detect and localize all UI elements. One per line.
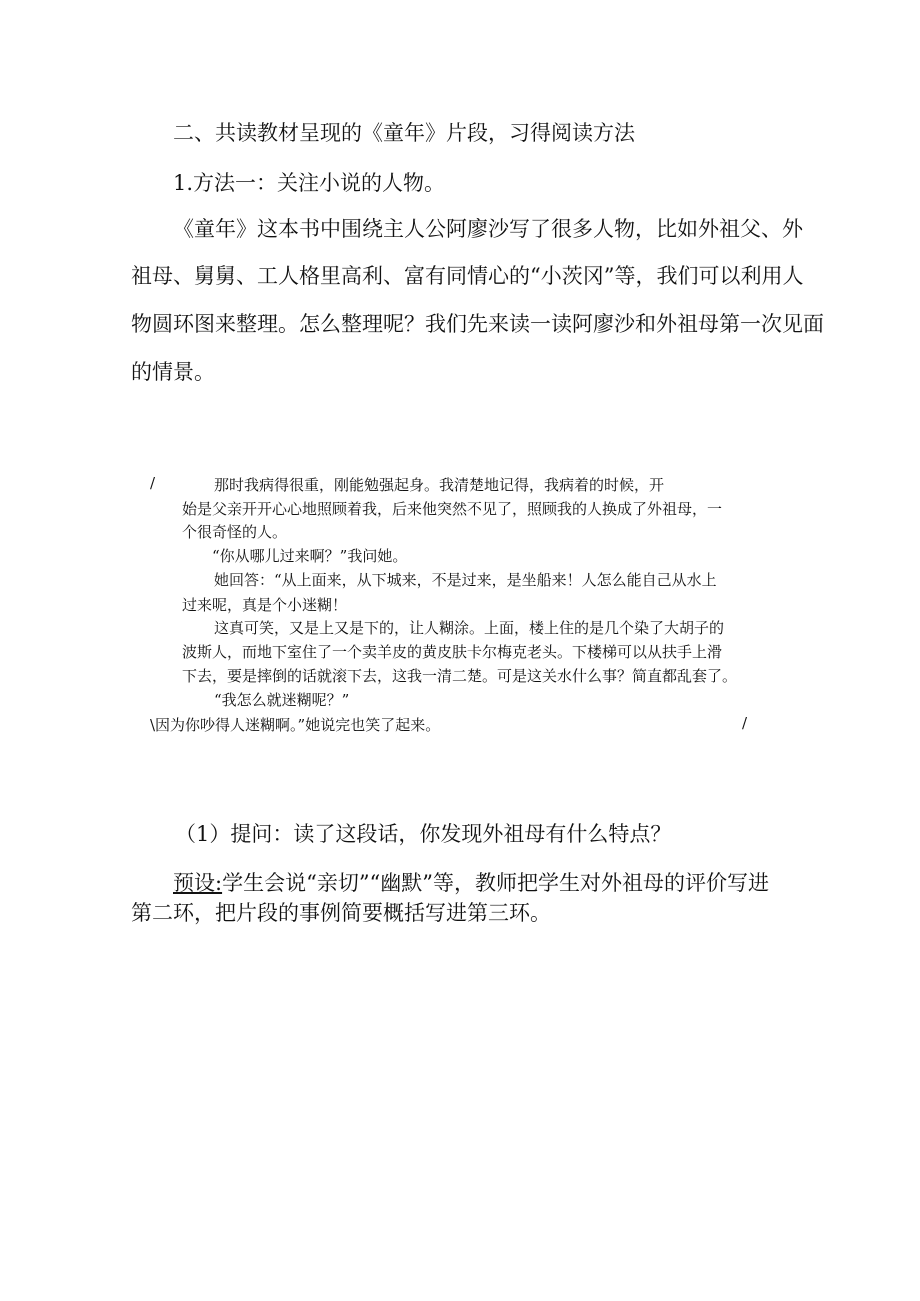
preset-label: 预设: [173, 871, 223, 895]
excerpt-line: 始是父亲开开心心地照顾着我，后来他突然不见了，照顾我的人换成了外祖母，一 [182, 500, 723, 518]
excerpt-left-mark: / [150, 474, 156, 492]
excerpt-line: “你从哪儿过来啊？”我问她。 [212, 547, 408, 565]
excerpt-line: 这真可笑，又是上又是下的，让人糊涂。上面，楼上住的是几个染了大胡子的 [214, 619, 725, 637]
excerpt-line: “我怎么就迷糊呢？” [214, 691, 350, 709]
excerpt-right-mark: / [742, 714, 748, 732]
intro-line: 祖母、舅舅、工人格里高利、富有同情心的“小茨冈”等，我们可以利用人 [131, 264, 804, 288]
excerpt-line: \因为你吵得人迷糊啊。”她说完也笑了起来。 [150, 716, 441, 734]
excerpt-line: 那时我病得很重，刚能勉强起身。我清楚地记得，我病着的时候，开 [214, 476, 665, 494]
intro-line: 物圆环图来整理。怎么整理呢？我们先来读一读阿廖沙和外祖母第一次见面 [131, 312, 824, 336]
excerpt-line: 她回答：“从上面来，从下城来，不是过来，是坐船来！人怎么能自己从水上 [214, 571, 717, 589]
intro-line: 《童年》这本书中围绕主人公阿廖沙写了很多人物，比如外祖父、外 [173, 217, 803, 241]
method-heading: 1.方法一：关注小说的人物。 [173, 171, 446, 195]
excerpt-line: 下去，要是摔倒的话就滚下去，这我一清二楚。可是这关水什么事？简直都乱套了。 [182, 667, 738, 685]
preset-line: 第二环，把片段的事例简要概括写进第三环。 [131, 901, 551, 925]
question-text: （1）提问：读了这段话，你发现外祖母有什么特点？ [175, 822, 672, 846]
intro-line: 的情景。 [131, 360, 215, 384]
preset-line [173, 867, 769, 897]
excerpt-line: 个很奇怪的人。 [182, 523, 288, 541]
excerpt-line: 过来呢，真是个小迷糊！ [182, 596, 348, 614]
excerpt-line: 波斯人，而地下室住了一个卖羊皮的黄皮肤卡尔梅克老头。下楼梯可以从扶手上滑 [182, 643, 723, 661]
preset-text: 学生会说“亲切”“幽默”等，教师把学生对外祖母的评价写进 [222, 871, 770, 895]
section-heading: 二、共读教材呈现的《童年》片段，习得阅读方法 [173, 121, 635, 145]
